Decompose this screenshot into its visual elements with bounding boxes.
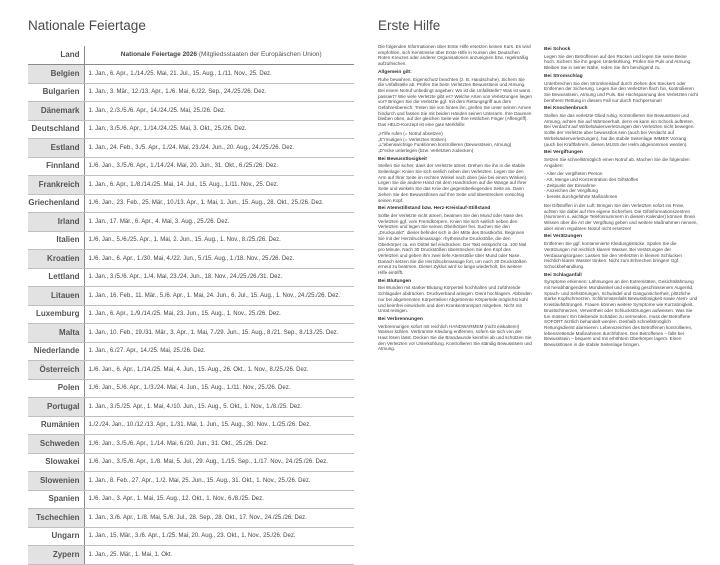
list-item: - Zeitpunkt der Einnahme	[544, 182, 596, 188]
section-text: Setzen Sie schnellstmöglich einen Notruf ab. Machen Sie die folgenden Angaben:	[544, 156, 690, 168]
section-title: Bei Atemstillstand bzw. Herz-Kreislauf-Stillstand	[378, 206, 491, 212]
table-row	[28, 453, 354, 472]
table-row	[28, 342, 354, 361]
holiday-dates-cell: 1. Jan., 24. Feb., 3./5. Apr., 1./24. Mai, 23./24. Jun., 20. Aug., 24./25./26. Dez.	[84, 139, 354, 158]
holiday-dates-cell: 1./2./24. Jan., 10./12./13. Apr., 1./31. Mai, 1. Jun., 15. Aug., 30. Nov., 1./25./26. Dez.	[84, 416, 354, 435]
country-cell: Slowakei	[28, 453, 84, 472]
holiday-dates-cell: 1. Jan., 16. Feb., 11. Mär., 5./6. Apr., 1. Mai, 24. Jun., 6. Jul., 15. Aug., 1. Nov., 24./25./26. Dez.	[84, 287, 354, 306]
section-title: Bei Blutungen	[378, 278, 412, 284]
intro-text: Die folgenden Informationen über Erste Hilfe ersetzen keinen Kurs. Es wird empfohlen, sich Kenntnisse über Erste Hilfe in Kursen des Deutschen Roten Kreuzes oder anderer Organisationen anzueignen bzw. regelmäßig aufzufrischen.	[378, 44, 531, 67]
poison-info-list	[544, 171, 698, 200]
holiday-dates-cell: 1./6. Jan., 6. Apr., 1./30. Mai, 4./22. Jun., 5./15. Aug., 1./18. Nov., 25./26. Dez.	[84, 250, 354, 269]
section-text: Unterbrechen Sie den Stromkreislauf durch Ziehen des Steckers oder Entfernen der Sicherung. Legen Sie den Verletzten flach hin, kontrollieren Sie Bewusstsein, Atmung und Puls. Bei Hochspannung den Verletzten nicht berühren! Rettung in diesem Fall nur durch Fachpersonal!	[544, 80, 698, 103]
holiday-dates-cell: 1./6. Jan., 3. Apr., 1. Mai, 15. Aug., 12. Okt., 1. Nov., 6./8./25. Dez.	[84, 490, 354, 509]
first-aid-columns	[378, 44, 702, 498]
table-row	[28, 102, 354, 121]
holiday-dates-cell: 1./6. Jan., 23. Feb., 25. Mär., 10./13. Apr., 1. Mai, 1. Jun., 15. Aug., 28. Okt., 25./26. Dez.	[84, 194, 354, 213]
country-cell: Österreich	[28, 361, 84, 380]
table-row	[28, 176, 354, 195]
table-row	[28, 120, 354, 139]
holiday-dates-cell: 1./6. Jan., 3./5./6. Apr., 1./14. Mai, 6./20. Jun., 31. Okt., 25./26. Dez.	[84, 435, 354, 454]
country-cell: Frankreich	[28, 176, 84, 195]
country-cell: Tschechien	[28, 509, 84, 528]
table-row	[28, 65, 354, 84]
right-page	[378, 18, 702, 498]
section-title: Bei Schock	[544, 47, 571, 52]
section-text: Entfernen Sie ggf. kontaminierte Kleidungsstücke. Spülen Sie die Verätzungen mit reichlich klarem Wasser. Bei Verätzungen der Verdauungsorgane: Lassen Sie den Verletzten in kleinen Schlucken reichlich klares Wasser trinken. Nicht zum Erbrechen bringen! Ggf. Schockbehandlung.	[544, 241, 682, 269]
table-row	[28, 379, 354, 398]
holiday-dates-cell: 1./6. Jan., 5./6./25. Apr., 1. Mai, 2. Jun., 15. Aug., 1. Nov., 8./25./26. Dez.	[84, 231, 354, 250]
holiday-dates-cell: 1. Jan., 6. Apr., 1./9./14./25. Mai, 23. Jun., 15. Aug., 1. Nov., 25./26. Dez.	[84, 305, 354, 324]
country-cell: Polen	[28, 379, 84, 398]
country-cell: Griechenland	[28, 194, 84, 213]
holiday-dates-cell: 1. Jan., 17. Mär., 6. Apr., 4. Mai, 3. Aug., 25./26. Dez.	[84, 213, 354, 232]
section-title: Allgemein gilt:	[378, 69, 412, 75]
list-item: - Alter der vergifteten Person	[544, 171, 603, 177]
country-cell: Slowenien	[28, 472, 84, 491]
table-header-row	[28, 46, 354, 65]
holiday-dates-cell: 1. Jan., 6. Apr., 1./8./14./25. Mai, 14. Jul., 15. Aug., 1./11. Nov., 25. Dez.	[84, 176, 354, 195]
country-cell: Estland	[28, 139, 84, 158]
country-cell: Spanien	[28, 490, 84, 509]
table-row	[28, 509, 354, 528]
table-row	[28, 324, 354, 343]
country-cell: Belgien	[28, 65, 84, 84]
table-row	[28, 157, 354, 176]
holiday-dates-cell: 1. Jan., 3. Mär., 12./13. Apr., 1./6. Mai, 6./22. Sep., 24./25./26. Dez.	[84, 83, 354, 102]
table-row	[28, 546, 354, 565]
country-cell: Zypern	[28, 546, 84, 565]
holiday-dates-cell: 1./6. Jan., 6. Apr., 1./14./25. Mai, 4. Jun., 15. Aug., 26. Okt., 1. Nov., 8./25./26. Dez.	[84, 361, 354, 380]
table-row	[28, 213, 354, 232]
table-row	[28, 398, 354, 417]
table-row	[28, 416, 354, 435]
table-row	[28, 194, 354, 213]
holiday-dates-cell: 1. Jan., 2./3./5./6. Apr., 14./24./25. Mai, 25./26. Dez.	[84, 102, 354, 121]
list-item: - bereits durchgeführte Maßnahmen	[544, 194, 618, 200]
list-item: „H“ilfe rufen (= Notruf absetzen)	[378, 130, 443, 136]
section-title: Bei Stromschlag	[544, 73, 583, 79]
list-item: - Anzeichen der Vergiftung	[544, 188, 598, 194]
country-cell: Litauen	[28, 287, 84, 306]
holiday-dates-cell: 1. Jan., 6./27. Apr., 14./25. Mai, 25./26. Dez.	[84, 342, 354, 361]
country-cell: Finnland	[28, 157, 84, 176]
holiday-dates-cell: 1. Jan., 8. Feb., 27. Apr., 1./2. Mai, 25. Jun., 15. Aug., 31. Okt., 1. Nov., 25./26. Dez.	[84, 472, 354, 491]
holiday-dates-cell: 1./6. Jan., 3./5./6. Apr., 1./8. Mai, 5. Jul., 29. Aug., 1./15. Sep., 1./17. Nov., 24./25./26. Dez.	[84, 453, 354, 472]
list-item: - Art, Menge und Konzentration des Giftstoffes	[544, 177, 639, 183]
country-cell: Kroatien	[28, 250, 84, 269]
country-cell: Malta	[28, 324, 84, 343]
country-cell: Dänemark	[28, 102, 84, 121]
holiday-dates-cell: 1./6. Jan., 5./6. Apr., 1./3./24. Mai, 4. Jun., 15. Aug., 1./11. Nov., 25./26. Dez.	[84, 379, 354, 398]
section-title: Bei Verätzungen	[544, 234, 583, 240]
first-aid-column-2	[544, 44, 698, 498]
country-cell: Irland	[28, 213, 84, 232]
section-text: Stellen Sie das verletzte Glied ruhig. Kontrollieren Sie Bewusstsein und Atmung, achten Sie auf Wärmeerhalt, denn es kann ein Schock auftreten. Bei Verdacht auf Wirbelsäulenverletzungen den Verletzten nicht bewegen. Sollte der Verletzte aber bewusstlos sein (auch bei Verdacht auf Wirbelsäulenverletzungen), hat die stabile Seitenlage IMMER Vorrang (auch bei Kraftfahrern, diesen MUSS der Helm abgenommen werden).	[544, 113, 695, 147]
holidays-table-body	[28, 65, 354, 565]
left-page	[28, 18, 354, 559]
table-row	[28, 287, 354, 306]
table-row	[28, 83, 354, 102]
country-cell: Italien	[28, 231, 84, 250]
holiday-dates-cell: 1. Jan., 15. Mär., 3./6. Apr., 1./25. Mai, 20. Aug., 23. Okt., 1. Nov., 25./26. Dez.	[84, 527, 354, 546]
header-land: Land	[28, 46, 84, 65]
country-cell: Luxemburg	[28, 305, 84, 324]
section-title: Bei Vergiftungen	[544, 150, 583, 156]
country-cell: Schweden	[28, 435, 84, 454]
section-text: Bei Giftstoffen in der Luft: Bringen Sie den Verletzten sofort ins Freie, achten Sie dabei auf Ihre eigene Sicherheit. Die Giftinformationszentren (Nummern s. wichtige Telefonnummern in diesem Kalender) können Ihnen Wissen über die Art der Vergiftung geben und weitere Maßnahmen nennen, aber einen regulären Notruf nicht ersetzen!	[544, 202, 698, 231]
list-item: „L“ebenswichtige Funktionen kontrollieren (Bewusstsein, Atmung)	[378, 142, 512, 148]
holiday-dates-cell: 1. Jan., 6. Apr., 1./14./25. Mai, 21. Jul., 15. Aug., 1./11. Nov., 25. Dez.	[84, 65, 354, 84]
list-item: „E“rmutigen (= Verletzten trösten)	[378, 136, 447, 142]
section-text: Sollte der Verletzte nicht atmen, beatmen Sie den Mund oder Nase des Verletzten ggf. vom Fremdkörpern. Knien Sie sich seitlich neben den Verletzten und legen Sie seinen Oberkörper frei. Suchen Sie den „Druckpunkt“, dieser befindet sich in der Mitte des Brustkorbs. Beginnen Sie mit der Herzdruckmassage: rhythmische Druckstöße, die den Oberkörper ca. ein Drittel tief eindrücken. Der Takt entspricht ca. 100 Mal pro Minute. Nach 30 Druckstößen überstrecken Sie den Kopf des Verletzten und geben ihm zwei tiefe Atemstöße über Mund oder Nase. Danach setzen Sie die Herzdruckmassage fort, um nach 30 Druckstößen erneut zu beatmen. Dieser Zyklus wird so lange wiederholt, bis weitere Hilfe eintrifft.	[378, 212, 527, 276]
table-row	[28, 268, 354, 287]
header-sub: (Mitgliedsstaaten der Europäischen Union)	[198, 51, 322, 58]
section-text: Bei Wunden mit starker Blutung Körperteil hochhalten und zuführende Schlagader abdrücken. Druckverband anlegen. Dient hochlagern. Abbinden nur bei abgetrennten Körperteilen! Abgetrennte Körperteile möglichst kühl und keimfrei einwickeln und dem Krankentransport mitgeben. Nicht mit Unrat reinigen.	[378, 285, 532, 314]
holidays-table	[28, 46, 354, 565]
table-row	[28, 361, 354, 380]
section-title: Bei Schlaganfall	[544, 272, 582, 278]
section-title: Bei Verbrennungen	[378, 316, 423, 322]
list-item: „D“ecke unterlegen (bzw. Verletzten zudecken)	[378, 147, 474, 153]
holiday-dates-cell: 1. Jan., 10. Feb., 19./31. Mär., 3. Apr., 1. Mai, 7./29. Jun., 15. Aug., 8./21. Sep., 8./13./25. Dez.	[84, 324, 354, 343]
section-text: Legen Sie den Betroffenen auf den Rücken und legen Sie seine Beine hoch. Sichern Sie ihn gegen Unterkühlung. Prüfen Sie Puls und Atmung. Bleiben Sie in seiner Nähe, reden Sie ihm beruhigend zu.	[544, 53, 692, 71]
section-title: Bei Knochenbruch	[544, 106, 588, 112]
table-row	[28, 250, 354, 269]
table-row	[28, 435, 354, 454]
country-cell: Ungarn	[28, 527, 84, 546]
country-cell: Rumänien	[28, 416, 84, 435]
section-text: Symptome erkennen: Lähmungen an den Extremitäten, Gesichtslähmung mit herabhängendem Mundwinkel und einseitig geschlossenem Augenlid, Sprach- und Sehstörungen, Schwindel und Gangunsicherheit, plötzliche starke Kopfschmerzen. Schlimmstenfalls Bewusstlosigkeit sowie Atem- und Kreislaufstörungen. Frauen können weitere Symptome wie Kurzatmigkeit, Brustschmerzen, Verwirrtheit oder Schluckstörungen aufweisen. Was Sie tun müssen: Ein bleibende Schäden zu vermeiden, muss der Betroffene SOFORT ärztlich behandelt werden. Deshalb schnellstmöglich Rettungsdienst alarmieren. Lebenszeichen des Betroffenen kontrollieren, lebensrettende Maßnahmen durchführen. Den Betroffenen – falls bei Bewusstsein – bequem und mit erhöhtem Oberkörper lagern. Einen Bewusstlosen in die stabile Seitenlage bringen.	[544, 279, 698, 348]
table-row	[28, 490, 354, 509]
header-main: Nationale Feiertage 2026	[120, 51, 198, 58]
table-row	[28, 305, 354, 324]
header-holidays	[84, 46, 354, 65]
table-row	[28, 231, 354, 250]
holiday-dates-cell: 1. Jan., 3./5./6. Apr., 1./4. Mai, 23./24. Jun., 18. Nov., 24./25./26./31. Dez.	[84, 268, 354, 287]
held-list	[378, 131, 532, 154]
table-row	[28, 139, 354, 158]
country-cell: Portugal	[28, 398, 84, 417]
first-aid-column-1	[378, 44, 532, 498]
section-title: Bei Bewusstlosigkeit	[378, 156, 427, 162]
country-cell: Bulgarien	[28, 83, 84, 102]
country-cell: Lettland	[28, 268, 84, 287]
holiday-dates-cell: 1. Jan., 3./5./6. Apr., 1./14./24./25. Mai, 3. Okt., 25./26. Dez.	[84, 120, 354, 139]
page-title-first-aid: Erste Hilfe	[378, 18, 441, 33]
holiday-dates-cell: 1. Jan., 3./6. Apr., 1./8. Mai, 5./6. Jul., 28. Sep., 28. Okt., 17. Nov., 24./25./26. Dez.	[84, 509, 354, 528]
section-text: Verbrennungen sofort mit reichlich HANDWARMEM (nicht eiskaltem!) Wasser kühlen. Verbrannte Kleidung entfernen, sofern sie sich von der Haut lösen lässt. Decken Sie die Brandwunde keimfrei ab und schützen Sie den Verletzten vor Unterkühlung. Kontrollieren Sie ständig Bewusstsein und Atmung.	[378, 323, 532, 352]
page-title-holidays: Nationale Feiertage	[28, 18, 146, 33]
section-text: Ruhe bewahren, Eigenschutz beachten (z. B. Handschuhe). Sichern Sie die Unfallstelle ab. Prüfen Sie beim Verletzten Bewusstsein und Atmung. Bei einem Notruf unbedingt angeben: Wo ist die Unfallstelle? Was ist wann passiert? Wie viele Verletzte gibt es? Welche Arten von Verletzungen liegen vor? Bringen Sie die Verletzte ggf. mit dem Rettungsgriff aus dem Gefahrenbereich: Treten Sie von hinten ihn, greifen Sie unter seinen Armen hindurch und fassen Sie mit beiden Händen seinen Unterarm. Ihre Daumen bleiben oben, auf der gleichen Seite wie Ihre restlichen Finger (Affengriff). Das HELD-Konzept ist eine gute Merkhilfe:	[378, 76, 532, 128]
holiday-dates-cell: 1. Jan., 3./5./25. Apr., 1. Mai, 4./10. Jun., 15. Aug., 5. Okt., 1. Nov., 1./8./25. Dez.	[84, 398, 354, 417]
country-cell: Deutschland	[28, 120, 84, 139]
section-text: Stellen Sie sicher, dass der Verletzte atmet. Drehen Sie ihn in die stabile Seitenlage: Knien Sie sich seitlich neben den Verletzten. Legen Sie den Arm auf Ihrer Seite im rechten Winkel nach oben (wie bei einem Winken). Legen Sie die andere Hand mit dem Handrücken auf die Wange auf Ihrer Seite und winkeln Sie das Knie der gegenüberliegenden Seite an. Dann ziehen Sie den Bewusstlosen auf Ihre Seite und überstrecken vorsichtig seinen Kopf.	[378, 163, 528, 203]
table-row	[28, 527, 354, 546]
holiday-dates-cell: 1. Jan., 25. Mär., 1. Mai, 1. Okt.	[84, 546, 354, 565]
holiday-dates-cell: 1./6. Jan., 3./5./6. Apr., 1./14./24. Mai, 20. Jun., 31. Okt., 6./25./26. Dez.	[84, 157, 354, 176]
table-row	[28, 472, 354, 491]
country-cell: Niederlande	[28, 342, 84, 361]
